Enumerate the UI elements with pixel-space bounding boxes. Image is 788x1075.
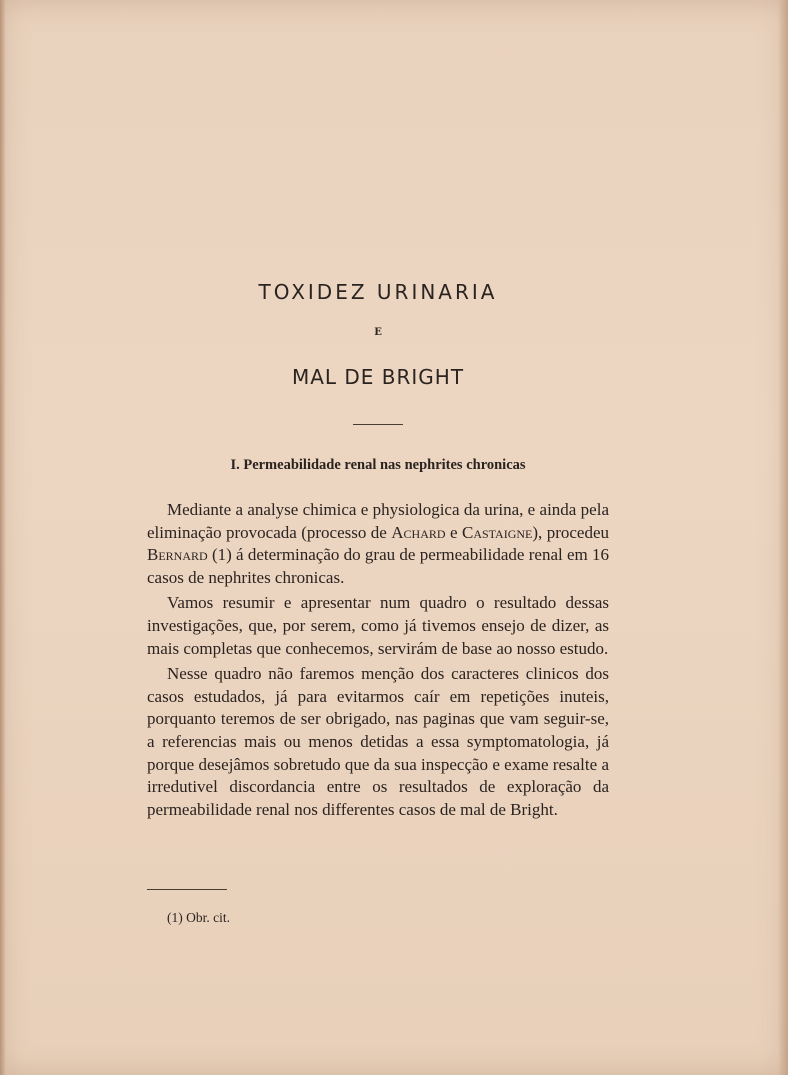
paragraph-1-text-a: Mediante a analyse chimica e physiologica da urina, e ainda pela eliminação provocada (processo de — [147, 500, 609, 542]
paragraph-1-text-b: e — [445, 522, 462, 542]
footnote: (1) Obr. cit. — [167, 910, 230, 925]
body-text — [147, 499, 609, 821]
author-name-achard: Achard — [391, 522, 446, 542]
title-divider — [353, 424, 403, 425]
author-name-bernard: Bernard — [147, 545, 208, 565]
footnote-divider — [147, 889, 227, 890]
document-subtitle: MAL DE BRIGHT — [291, 365, 465, 389]
paragraph-1 — [147, 499, 609, 589]
page-edge-right — [778, 0, 788, 1075]
paragraph-1-text-c: ), procedeu — [532, 522, 609, 542]
paragraph-1-text-d: (1) á determinação do grau de permeabilidade renal em 16 casos de nephrites chronicas. — [147, 545, 609, 587]
author-name-castaigne: Castaigne — [461, 522, 533, 542]
paragraph-2: Vamos resumir e apresentar num quadro o resultado dessas investigações, que, por serem, como já tivemos ensejo de dizer, as mais completas que conhecemos, servirám de base ao nosso estudo. — [147, 593, 609, 658]
title-conjunction: E — [374, 327, 382, 338]
section-heading: I. Permeabilidade renal nas nephrites chronicas — [230, 457, 526, 473]
page-edge-left — [0, 0, 6, 1075]
paragraph-3: Nesse quadro não faremos menção dos caracteres clinicos dos casos estudados, já para evitarmos caír em repetições inuteis, porquanto teremos de ser obrigado, nas paginas que vam seguir-se, a referencias mais ou menos detidas a essa symptomatologia, já porque desejâmos sobretudo que da sua inspecção e exame resalte a irredutivel discordancia entre os resultados de exploração da permeabilidade renal nos differentes casos de mal de Bright. — [147, 664, 609, 819]
document-title: TOXIDEZ URINARIA — [258, 280, 498, 304]
